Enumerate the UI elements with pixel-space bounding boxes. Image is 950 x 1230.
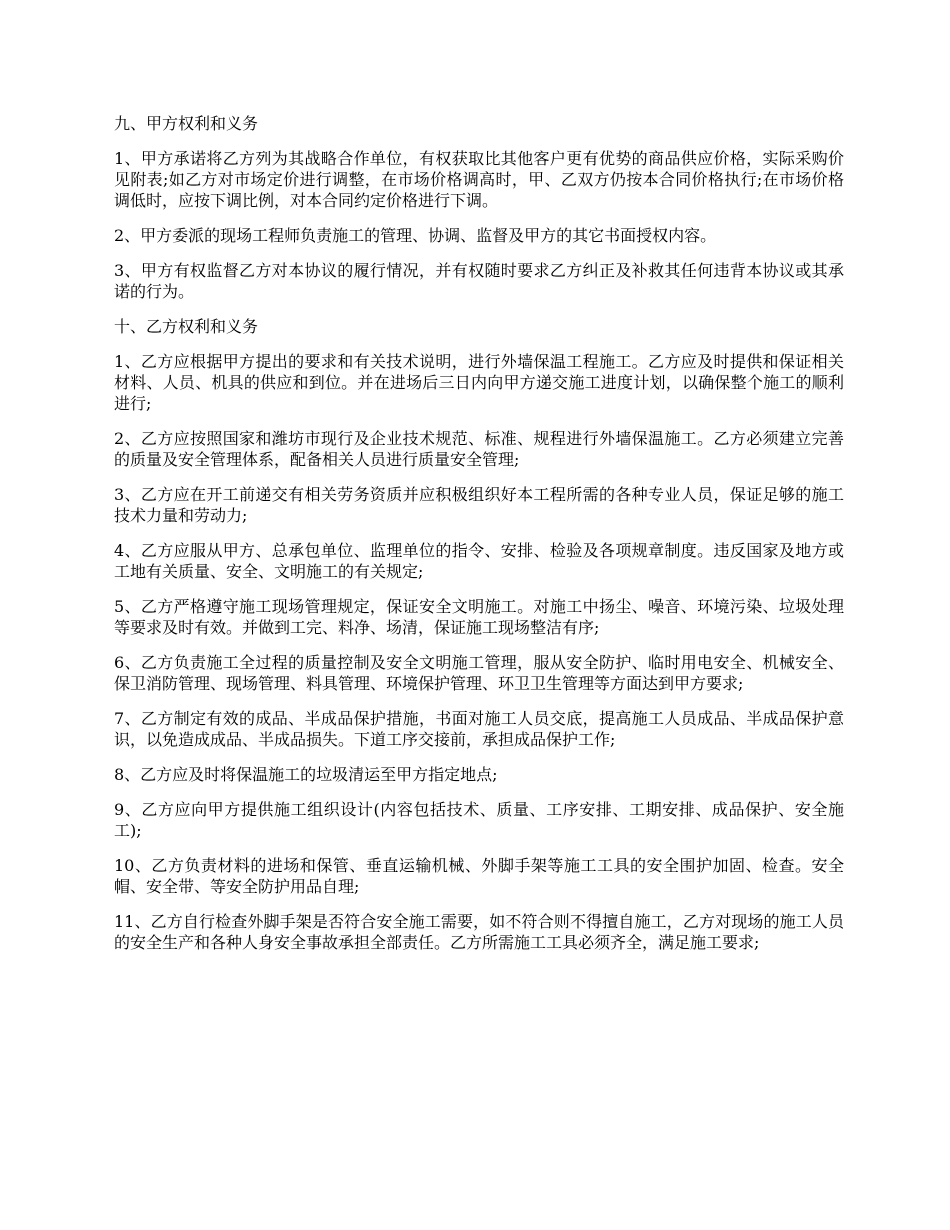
party-b-clause-7: 7、乙方制定有效的成品、半成品保护措施，书面对施工人员交底，提高施工人员成品、半成品保护意识，以免造成成品、半成品损失。下道工序交接前，承担成品保护工作; xyxy=(114,709,844,749)
document-body xyxy=(114,113,844,967)
party-a-clause-1: 1、甲方承诺将乙方列为其战略合作单位，有权获取比其他客户更有优势的商品供应价格，实际采购价见附表;如乙方对市场定价进行调整，在市场价格调高时，甲、乙双方仍按本合同价格执行;在市场价格调低时，应按下调比例，对本合同约定价格进行下调。 xyxy=(114,149,844,210)
party-a-clause-3: 3、甲方有权监督乙方对本协议的履行情况，并有权随时要求乙方纠正及补救其任何违背本协议或其承诺的行为。 xyxy=(114,261,844,301)
party-b-clause-1: 1、乙方应根据甲方提出的要求和有关技术说明，进行外墙保温工程施工。乙方应及时提供和保证相关材料、人员、机具的供应和到位。并在进场后三日内向甲方递交施工进度计划，以确保整个施工的顺利进行; xyxy=(114,352,844,413)
party-b-clause-3: 3、乙方应在开工前递交有相关劳务资质并应积极组织好本工程所需的各种专业人员，保证足够的施工技术力量和劳动力; xyxy=(114,485,844,525)
party-b-clause-11: 11、乙方自行检查外脚手架是否符合安全施工需要，如不符合则不得擅自施工，乙方对现场的施工人员的安全生产和各种人身安全事故承担全部责任。乙方所需施工工具必须齐全，满足施工要求; xyxy=(114,912,844,952)
party-a-clause-2: 2、甲方委派的现场工程师负责施工的管理、协调、监督及甲方的其它书面授权内容。 xyxy=(114,226,717,245)
party-b-clause-9: 9、乙方应向甲方提供施工组织设计(内容包括技术、质量、工序安排、工期安排、成品保护、安全施工); xyxy=(114,800,844,840)
party-b-clause-4: 4、乙方应服从甲方、总承包单位、监理单位的指令、安排、检验及各项规章制度。违反国家及地方或工地有关质量、安全、文明施工的有关规定; xyxy=(114,541,844,581)
section-heading-party-a: 九、甲方权利和义务 xyxy=(114,114,259,133)
party-b-clause-2: 2、乙方应按照国家和潍坊市现行及企业技术规范、标准、规程进行外墙保温施工。乙方必须建立完善的质量及安全管理体系，配备相关人员进行质量安全管理; xyxy=(114,429,844,469)
party-b-clause-8: 8、乙方应及时将保温施工的垃圾清运至甲方指定地点; xyxy=(114,765,498,784)
party-b-clause-6: 6、乙方负责施工全过程的质量控制及安全文明施工管理，服从安全防护、临时用电安全、机械安全、保卫消防管理、现场管理、料具管理、环境保护管理、环卫卫生管理等方面达到甲方要求; xyxy=(114,653,844,693)
party-b-clause-10: 10、乙方负责材料的进场和保管、垂直运输机械、外脚手架等施工工具的安全围护加固、检查。安全帽、安全带、等安全防护用品自理; xyxy=(114,856,844,896)
section-heading-party-b: 十、乙方权利和义务 xyxy=(114,317,259,336)
party-b-clause-5: 5、乙方严格遵守施工现场管理规定，保证安全文明施工。对施工中扬尘、噪音、环境污染、垃圾处理等要求及时有效。并做到工完、料净、场清，保证施工现场整洁有序; xyxy=(114,597,844,637)
